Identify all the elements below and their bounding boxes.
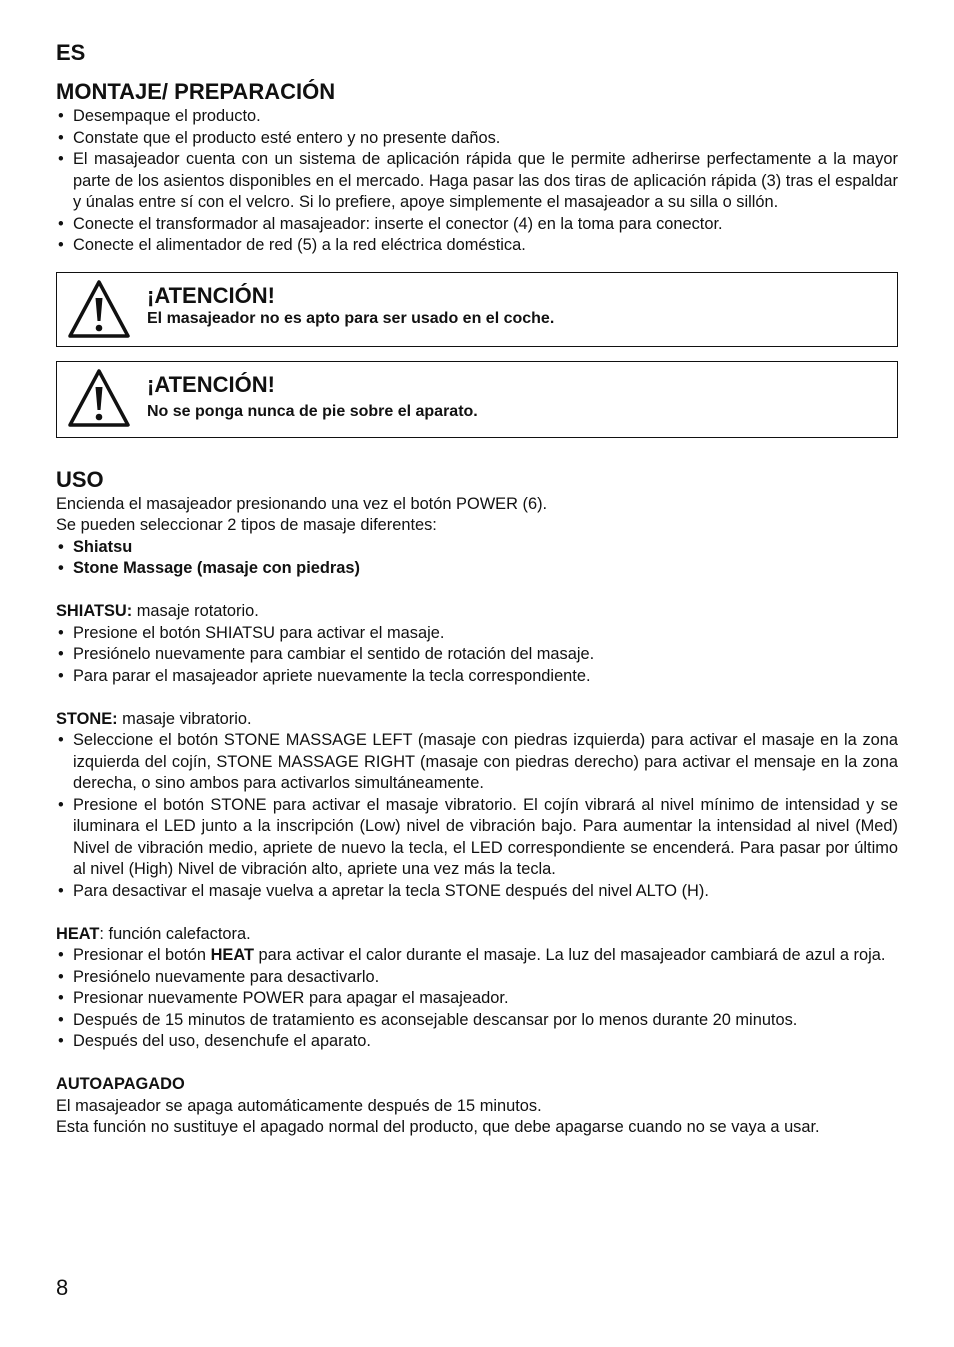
list-item: • Después del uso, desenchufe el aparato. — [56, 1031, 898, 1053]
warning-text: No se ponga nunca de pie sobre el aparato. — [147, 402, 478, 420]
warning-box — [56, 361, 898, 438]
list-item: • Constate que el producto esté entero y no presente daños. — [56, 128, 898, 150]
list-item: • Presione el botón SHIATSU para activar el masaje. — [56, 623, 898, 645]
list-item: • Presiónelo nuevamente para desactivarlo. — [56, 967, 898, 989]
list-item: • Conecte el alimentador de red (5) a la red eléctrica doméstica. — [56, 235, 898, 257]
warning-triangle-icon — [67, 279, 131, 339]
warning-triangle-icon — [67, 368, 131, 428]
heat-heading — [56, 924, 898, 946]
list-item: • Después de 15 minutos de tratamiento es aconsejable descansar por lo menos durante 20 minutos. — [56, 1010, 898, 1032]
list-item: • Presione el botón STONE para activar el masaje vibratorio. El cojín vibrará al nivel mínimo de intensidad y se iluminara el LED junto a la inscripción (Low) nivel de vibración bajo. Para aumentar la intensidad al nivel (Med) Nivel de vibración medio, apriete de nuevo la tecla, el LED correspondiente se encenderá. Para pasar por último al nivel (High) Nivel de vibración alto, apriete una vez más la tecla. — [56, 795, 898, 881]
shiatsu-heading — [56, 601, 898, 623]
list-item: • Stone Massage (masaje con piedras) — [56, 558, 898, 580]
list-item: • Seleccione el botón STONE MASSAGE LEFT (masaje con piedras izquierda) para activar el masaje en la zona izquierda del cojín, STONE MASSAGE RIGHT (masaje con piedras derecho) para activar el mensaje en la zona derecha, o sino ambos para activarlos simultáneamente. — [56, 730, 898, 795]
massage-types-list — [56, 537, 898, 580]
section-title-uso: USO — [56, 466, 104, 492]
shiatsu-list — [56, 623, 898, 688]
warning-text: El masajeador no es apto para ser usado en el coche. — [147, 309, 555, 327]
list-item: • Conecte el transformador al masajeador: inserte el conector (4) en la toma para conector. — [56, 214, 898, 236]
autoapagado-title: AUTOAPAGADO — [56, 1075, 185, 1093]
list-item — [56, 945, 898, 967]
section-title-montaje: MONTAJE/ PREPARACIÓN — [56, 79, 336, 104]
shiatsu-label: SHIATSU: — [56, 602, 133, 620]
heat-list — [56, 945, 898, 1053]
content — [56, 78, 898, 1139]
montaje-list — [56, 106, 898, 257]
list-item: • Para parar el masajeador apriete nuevamente la tecla correspondiente. — [56, 666, 898, 688]
autoapagado-text: Esta función no sustituye el apagado normal del producto, que debe apagarse cuando no se vaya a usar. — [56, 1118, 820, 1136]
warning-title: ¡ATENCIÓN! — [147, 282, 275, 308]
autoapagado-text: El masajeador se apaga automáticamente después de 15 minutos. — [56, 1096, 542, 1115]
heat-bold: HEAT — [210, 946, 254, 964]
text-part: Presionar el botón — [73, 946, 211, 964]
stone-label: STONE: — [56, 709, 118, 728]
stone-heading — [56, 709, 898, 731]
page-number: 8 — [56, 1275, 69, 1300]
list-item: • Presiónelo nuevamente para cambiar el sentido de rotación del masaje. — [56, 644, 898, 666]
stone-list — [56, 730, 898, 902]
list-item: • Desempaque el producto. — [56, 106, 898, 128]
heat-label: HEAT — [56, 924, 100, 943]
list-item: • Para desactivar el masaje vuelva a apretar la tecla STONE después del nivel ALTO (H). — [56, 881, 898, 903]
list-item: • Shiatsu — [56, 537, 898, 559]
warning-title: ¡ATENCIÓN! — [147, 371, 275, 397]
stone-desc: masaje vibratorio. — [117, 709, 252, 728]
list-item: • Presionar nuevamente POWER para apagar el masajeador. — [56, 988, 898, 1010]
heat-desc: : función calefactora. — [99, 924, 251, 943]
text-part: para activar el calor durante el masaje. La luz del masajeador cambiará de azul a roja. — [254, 946, 886, 964]
warning-box — [56, 272, 898, 347]
list-item: • El masajeador cuenta con un sistema de aplicación rápida que le permite adherirse perfectamente a la mayor parte de los asientos disponibles en el mercado. Haga pasar las dos tiras de aplicación rápida (3) tras el espaldar y únalas entre sí con el velcro. Si lo prefiere, apoye simplemente el masajeador a su silla o sillón. — [56, 149, 898, 214]
language-code: ES — [56, 40, 86, 65]
uso-intro: Encienda el masajeador presionando una vez el botón POWER (6). — [56, 494, 548, 513]
shiatsu-desc: masaje rotatorio. — [132, 602, 259, 620]
uso-intro: Se pueden seleccionar 2 tipos de masaje diferentes: — [56, 516, 437, 534]
